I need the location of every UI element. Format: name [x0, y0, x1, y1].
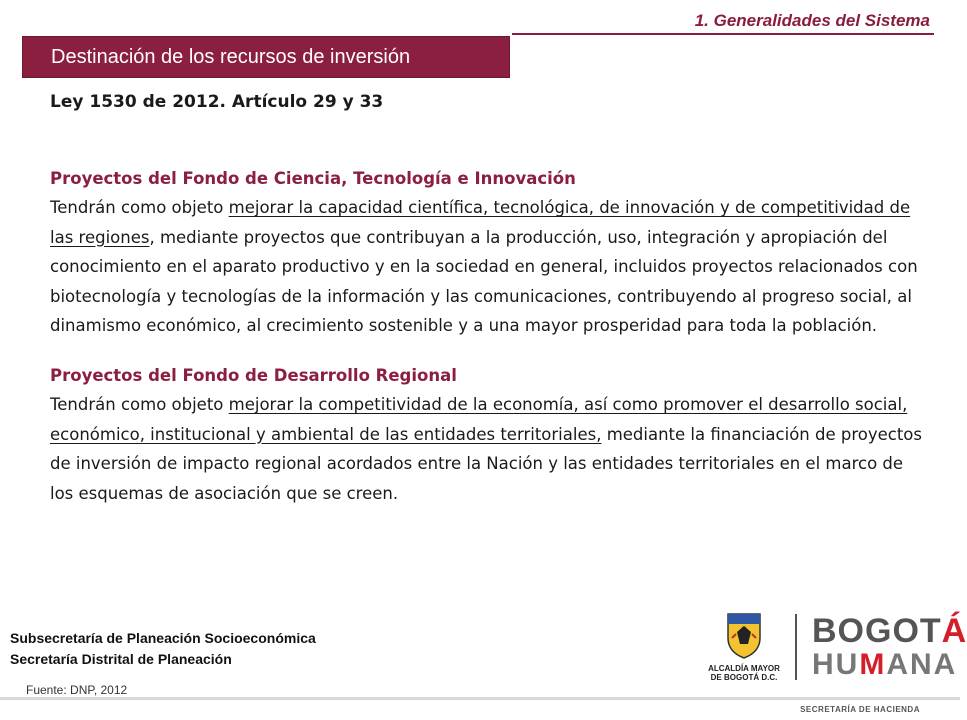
- alcaldia-line2: DE BOGOTÁ D.C.: [710, 673, 778, 682]
- block-body-rest: , mediante proyectos que contribuyan a la producción, uso, integración y apropiación del conocimiento en el aparato productivo y en la sociedad en general, incluidos proyectos relacionados con biotecnología y tecnologías de la información y las comunicaciones, contribuyendo al progreso social, al dinamismo económico, al crecimiento sostenible y a una mayor prosperidad para toda la población.: [50, 227, 918, 335]
- bogota-logo-line2: HUMANA: [812, 648, 958, 681]
- bogota-logo-line1: BOGOTÁ: [812, 612, 967, 650]
- law-heading: Ley 1530 de 2012. Artículo 29 y 33: [50, 92, 384, 112]
- main-content: [50, 88, 930, 508]
- footer-rule: [0, 697, 960, 700]
- coat-of-arms-icon: [724, 610, 764, 660]
- footer-org-line1: Subsecretaría de Planeación Socioeconómica: [10, 630, 316, 646]
- bogota-humana-logo: [812, 612, 967, 681]
- section-label: 1. Generalidades del Sistema: [694, 11, 930, 30]
- alcaldia-logo: [704, 610, 784, 690]
- footer-org-line2: Secretaría Distrital de Planeación: [10, 651, 232, 667]
- block-body-intro: Tendrán como objeto: [50, 198, 229, 217]
- page-title: Destinación de los recursos de inversión: [22, 36, 510, 78]
- footer-organization: [10, 628, 316, 670]
- block-title-regional: Proyectos del Fondo de Desarrollo Regional: [50, 365, 457, 385]
- header-rule: [512, 33, 934, 35]
- block-body-ciencia: [50, 193, 930, 341]
- block-body-underlined: mejorar la competitividad de la economía, así como promover el desarrollo social, económico, institucional y ambiental de las entidades territoriales,: [50, 395, 908, 444]
- logo-divider: [795, 614, 797, 680]
- footer-department: SECRETARÍA DE HACIENDA: [800, 705, 920, 714]
- block-body-regional: [50, 390, 930, 508]
- block-body-rest: mediante la financiación de proyectos de inversión de impacto regional acordados entre la Nación y las entidades territoriales en el marco de los esquemas de asociación que se creen.: [50, 424, 923, 503]
- block-title-ciencia: Proyectos del Fondo de Ciencia, Tecnología e Innovación: [50, 168, 576, 188]
- block-body-intro: Tendrán como objeto: [50, 395, 229, 414]
- alcaldia-line1: ALCALDÍA MAYOR: [708, 664, 780, 673]
- footer-source: Fuente: DNP, 2012: [26, 683, 128, 697]
- block-body-underlined: mejorar la capacidad científica, tecnológica, de innovación y de competitividad de las regiones: [50, 198, 911, 247]
